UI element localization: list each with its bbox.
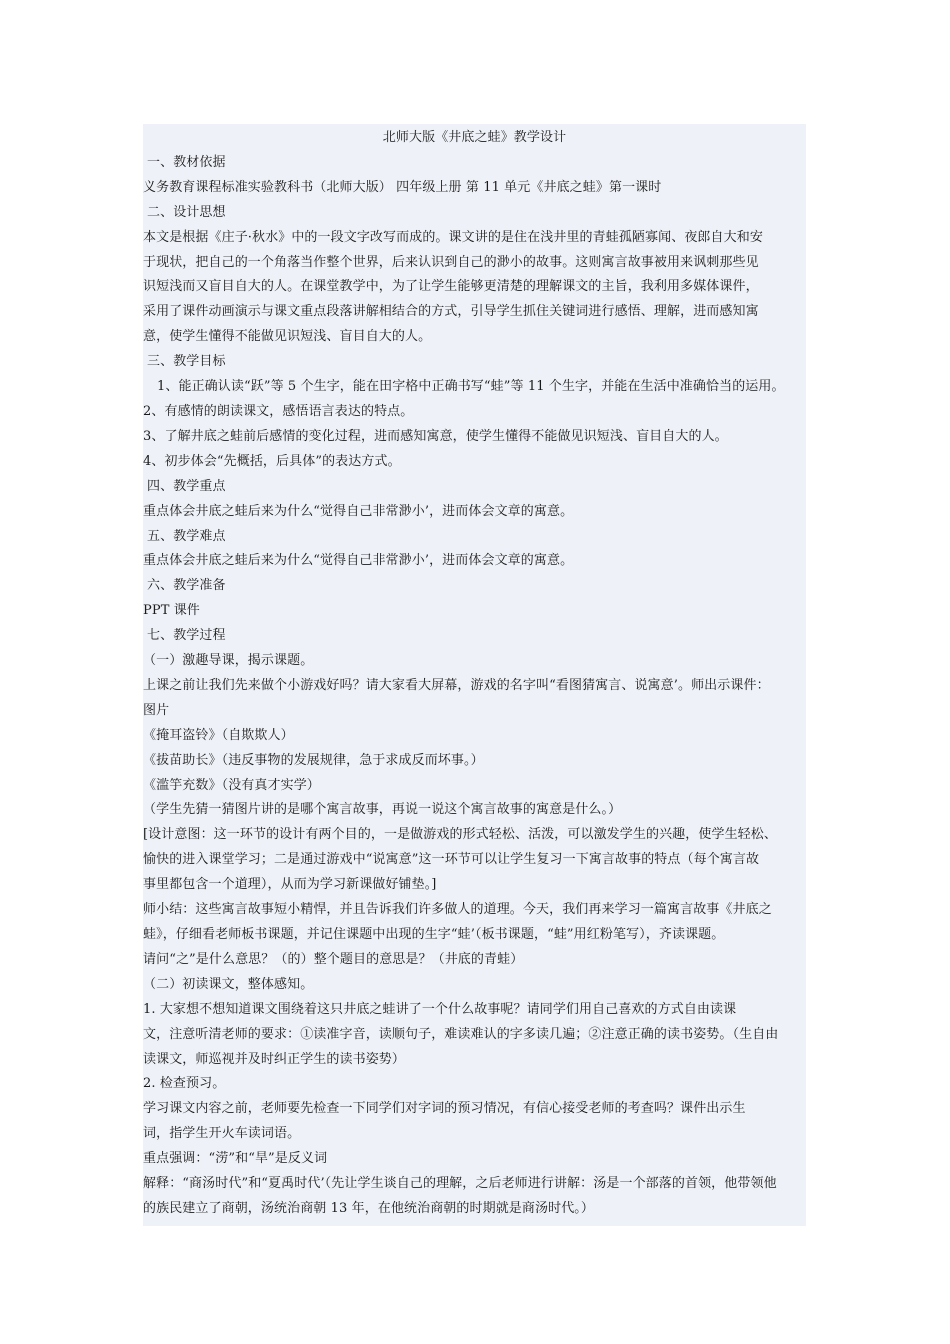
text-line: 义务教育课程标准实验教科书（北师大版） 四年级上册 第 11 单元《井底之蛙》第一课时 — [143, 179, 662, 195]
text-line: 上课之前让我们先来做个小游戏好吗？请大家看大屏幕，游戏的名字叫“看图猜寓言、说寓意’。师出示课件： — [143, 677, 770, 693]
text-line: 《拔苗助长》（违反事物的发展规律，急于求成反而坏事。） — [143, 752, 484, 768]
text-line: 的族民建立了商朝，汤统治商朝 13 年，在他统治商朝的时期就是商汤时代。） — [143, 1200, 595, 1216]
text-line: 蛙》，仔细看老师板书课题，并记住课题中出现的生字“蛙’（板书课题，“蛙”用红粉笔写），齐读课题。 — [143, 927, 725, 942]
section-heading: 六、教学准备 — [147, 578, 226, 594]
section-heading: 四、教学重点 — [147, 478, 226, 494]
text-line: 3、了解井底之蛙前后感情的变化过程，进而感知寓意，使学生懂得不能做见识短浅、盲目自大的人。 — [143, 428, 728, 444]
text-line: （学生先猜一猜图片讲的是哪个寓言故事，再说一说这个寓言故事的寓意是什么。） — [143, 802, 622, 818]
text-line: 4、初步体会“先概括，后具体”的表达方式。 — [143, 453, 401, 469]
section-heading: 七、教学过程 — [147, 628, 226, 644]
section-heading: 五、教学难点 — [147, 528, 226, 544]
document-page — [143, 124, 806, 1226]
text-line: 重点体会井底之蛙后来为什么“觉得自己非常渺小’，进而体会文章的寓意。 — [143, 553, 574, 569]
text-line: 师小结：这些寓言故事短小精悍，并且告诉我们许多做人的道理。今天，我们再来学习一篇寓言故事《井底之 — [143, 902, 772, 918]
document-title: 北师大版《井底之蛙》教学设计 — [382, 130, 567, 145]
section-heading: 二、设计思想 — [147, 204, 226, 220]
text-line: 读课文，师巡视并及时纠正学生的读书姿势） — [143, 1051, 406, 1067]
section-heading: 一、教材依据 — [147, 154, 226, 170]
text-line: 2、有感情的朗读课文，感悟语言表达的特点。 — [143, 403, 414, 419]
text-line: 文，注意听清老师的要求：①读准字音，读顺句子，难读难认的字多读几遍；②注意正确的读书姿势。（生自由 — [143, 1026, 779, 1042]
text-line: 于现状，把自己的一个角落当作整个世界，后来认识到自己的渺小的故事。这则寓言故事被用来讽刺那些见 — [143, 254, 759, 270]
text-line: 重点强调：“涝”和“旱”是反义词 — [143, 1151, 328, 1167]
text-line: 识短浅而又盲目自大的人。在课堂教学中，为了让学生能够更清楚的理解课文的主旨，我利用多媒体课件， — [143, 279, 759, 295]
text-line: PPT 课件 — [143, 603, 200, 619]
text-line: 1、能正确认读“跃”等 5 个生字，能在田字格中正确书写“蛙”等 11 个生字，并能在生活中准确恰当的运用。 — [157, 379, 785, 395]
text-line: （一）激趣导课，揭示课题。 — [143, 653, 314, 669]
text-line: [设计意图：这一环节的设计有两个目的，一是做游戏的形式轻松、活泼，可以激发学生的兴趣，使学生轻松、 — [143, 827, 777, 843]
text-line: 本文是根据《庄子·秋水》中的一段文字改写而成的。课文讲的是住在浅井里的青蛙孤陋寡闻、夜郎自大和安 — [143, 229, 763, 245]
text-line: 学习课文内容之前，老师要先检查一下同学们对字词的预习情况，有信心接受老师的考查吗？课件出示生 — [143, 1101, 746, 1117]
text-line: 重点体会井底之蛙后来为什么“觉得自己非常渺小’，进而体会文章的寓意。 — [143, 503, 574, 519]
document-body — [143, 151, 806, 1222]
text-line: （二）初读课文，整体感知。 — [143, 976, 314, 992]
section-heading: 三、教学目标 — [147, 354, 226, 370]
text-line: 采用了课件动画演示与课文重点段落讲解相结合的方式，引导学生抓住关键词进行感悟、理解，进而感知寓 — [143, 304, 759, 320]
text-line: 《滥竽充数》（没有真才实学） — [143, 777, 320, 793]
text-line: 意，使学生懂得不能做见识短浅、盲目自大的人。 — [143, 329, 432, 345]
text-line: 《掩耳盗铃》（自欺欺人） — [143, 727, 294, 743]
text-line: 愉快的进入课堂学习；二是通过游戏中“说寓意”这一环节可以让学生复习一下寓言故事的特点（每个寓言故 — [143, 852, 760, 868]
text-line: 图片 — [143, 702, 170, 718]
text-line: 2. 检查预习。 — [143, 1076, 226, 1092]
text-line: 词，指学生开火车读词语。 — [143, 1126, 301, 1142]
text-line: 解释：“商汤时代”和“夏禹时代’（先让学生谈自己的理解，之后老师进行讲解：汤是一个部落的首领，他带领他 — [143, 1176, 777, 1192]
text-line: 事里都包含一个道理），从而为学习新课做好铺垫。] — [143, 877, 437, 893]
text-line: 1. 大家想不想知道课文围绕着这只井底之蛙讲了一个什么故事呢？请同学们用自己喜欢的方式自由读课 — [143, 1001, 737, 1017]
text-line: 请问“之”是什么意思？（的）整个题目的意思是？（井底的青蛙） — [143, 951, 524, 967]
